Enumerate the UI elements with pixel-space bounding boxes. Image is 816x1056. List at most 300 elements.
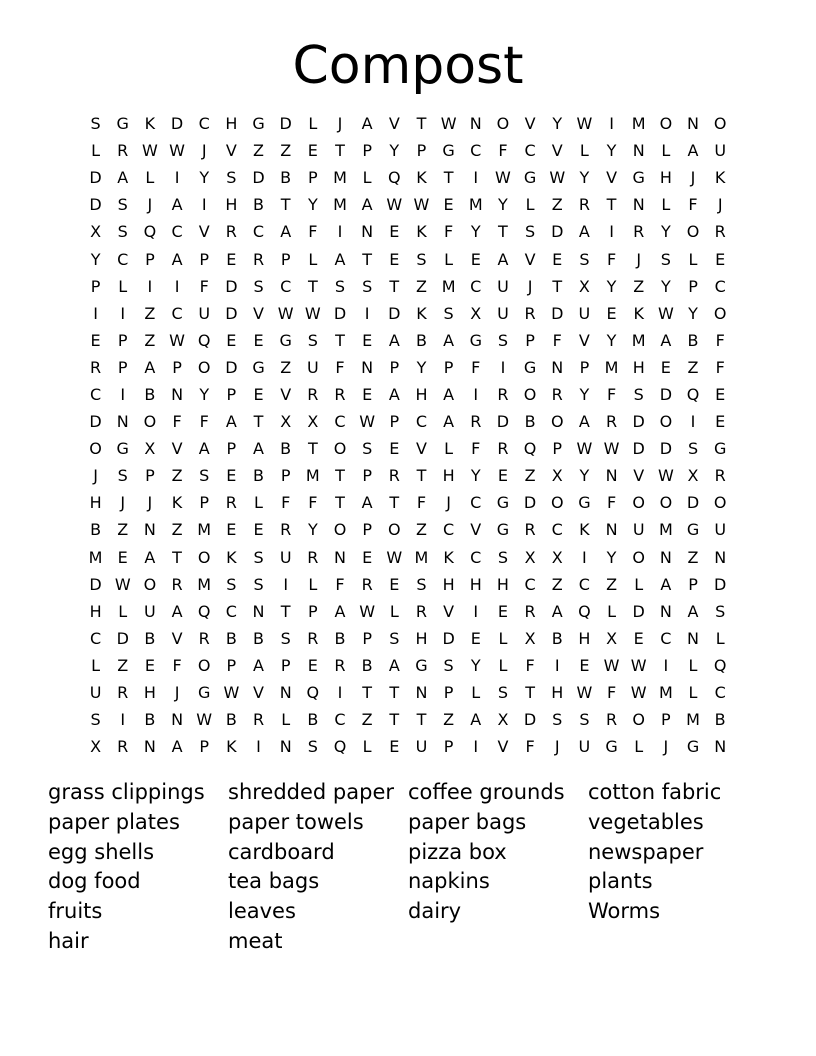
grid-letter: T (307, 439, 318, 459)
grid-letter: Y (470, 655, 481, 675)
grid-letter: J (147, 493, 153, 513)
grid-letter: I (690, 412, 696, 432)
grid-letter: W (603, 439, 620, 459)
grid-letter: M (305, 466, 320, 486)
grid-letter: C (524, 574, 536, 594)
grid-letter: Y (606, 330, 617, 350)
grid-letter: H (578, 628, 591, 648)
grid-letter: B (524, 412, 536, 432)
word-list-item: meat (228, 928, 283, 953)
grid-letter: F (172, 655, 182, 675)
grid-letter: E (226, 520, 237, 540)
grid-letter: R (714, 466, 726, 486)
grid-letter: E (715, 249, 726, 269)
grid-letter: X (470, 303, 482, 323)
grid-letter: A (443, 330, 455, 350)
grid-letter: P (525, 330, 535, 350)
word-list (48, 778, 768, 957)
grid-letter: N (361, 357, 374, 377)
grid-letter: S (660, 249, 671, 269)
grid-letter: B (90, 520, 102, 540)
grid-letter: L (715, 628, 725, 648)
grid-letter: N (415, 683, 428, 703)
grid-letter: J (554, 737, 560, 757)
grid-letter: Z (171, 466, 183, 486)
word-list-item: pizza box (408, 839, 507, 864)
grid-letter: C (470, 276, 482, 296)
grid-letter: S (497, 683, 508, 703)
grid-letter: W (413, 195, 430, 215)
grid-letter: D (551, 303, 564, 323)
grid-letter: R (307, 384, 319, 404)
grid-letter: I (582, 547, 587, 567)
grid-letter: V (415, 439, 427, 459)
grid-letter: L (688, 683, 698, 703)
grid-letter: Y (552, 114, 563, 134)
grid-letter: S (90, 710, 101, 730)
grid-letter: S (715, 601, 726, 621)
grid-letter: S (443, 655, 454, 675)
word-list-item: dairy (408, 899, 462, 924)
grid-letter: H (659, 168, 672, 188)
word-list-item: cotton fabric (588, 780, 722, 804)
grid-letter: E (307, 655, 318, 675)
grid-letter: W (603, 655, 620, 675)
grid-letter: O (632, 710, 645, 730)
grid-letter: P (443, 357, 454, 377)
grid-letter: F (335, 357, 345, 377)
grid-row (82, 733, 734, 760)
grid-letter: Z (551, 574, 563, 594)
grid-letter: I (174, 276, 180, 296)
grid-letter: I (147, 276, 153, 296)
grid-letter: I (554, 655, 560, 675)
grid-letter: S (497, 330, 508, 350)
grid-letter: U (279, 547, 292, 567)
grid-letter: X (687, 466, 699, 486)
grid-letter: V (633, 466, 645, 486)
grid-letter: J (147, 195, 153, 215)
grid-letter: Z (280, 141, 292, 161)
grid-row (82, 571, 734, 598)
grid-letter: C (225, 601, 237, 621)
grid-letter: A (388, 384, 400, 404)
grid-letter: W (169, 141, 185, 161)
grid-letter: F (444, 222, 454, 242)
grid-letter: H (89, 493, 102, 513)
grid-letter: D (89, 574, 102, 594)
grid-letter: L (498, 655, 508, 675)
grid-letter: I (364, 303, 370, 323)
grid-letter: Q (388, 168, 401, 188)
grid-letter: U (415, 737, 428, 757)
grid-letter: N (469, 114, 482, 134)
grid-letter: T (389, 276, 400, 296)
grid-row (82, 218, 734, 245)
grid-letter: W (576, 114, 593, 134)
grid-letter: P (117, 357, 128, 377)
grid-letter: W (440, 114, 457, 134)
grid-letter: W (576, 439, 593, 459)
grid-letter: E (389, 574, 400, 594)
grid-letter: N (632, 195, 645, 215)
grid-letter: G (523, 168, 537, 188)
grid-letter: R (633, 222, 645, 242)
grid-letter: N (143, 737, 156, 757)
grid-letter: O (713, 493, 727, 513)
grid-letter: W (549, 168, 566, 188)
grid-letter: W (576, 683, 593, 703)
grid-letter: L (281, 710, 291, 730)
grid-letter: J (446, 493, 451, 513)
grid-letter: R (90, 357, 102, 377)
grid-letter: K (416, 222, 427, 242)
grid-letter: S (552, 710, 563, 730)
grid-letter: Z (415, 276, 427, 296)
grid-letter: N (551, 357, 564, 377)
grid-letter: H (225, 114, 238, 134)
grid-row (82, 300, 734, 327)
grid-letter: L (688, 249, 698, 269)
grid-letter: W (169, 330, 185, 350)
grid-letter: P (389, 412, 400, 432)
grid-letter: N (279, 683, 292, 703)
grid-letter: M (658, 683, 673, 703)
word-list-item: shredded paper (228, 780, 395, 804)
grid-letter: E (497, 466, 508, 486)
grid-letter: R (117, 683, 129, 703)
grid-letter: W (359, 601, 376, 621)
grid-letter: C (470, 547, 482, 567)
grid-letter: G (496, 493, 510, 513)
grid-row (82, 110, 734, 137)
grid-letter: O (197, 655, 211, 675)
grid-letter: H (415, 384, 428, 404)
grid-letter: V (606, 168, 618, 188)
grid-letter: O (388, 520, 401, 540)
grid-letter: X (578, 276, 590, 296)
grid-letter: D (116, 628, 129, 648)
grid-letter: K (633, 303, 644, 323)
grid-letter: B (361, 655, 373, 675)
grid-row (82, 137, 734, 164)
grid-letter: D (333, 303, 347, 323)
grid-letter: Y (470, 222, 481, 242)
grid-letter: N (659, 601, 672, 621)
grid-letter: Y (307, 195, 318, 215)
grid-letter: N (632, 141, 645, 161)
word-list-item: napkins (408, 869, 490, 894)
grid-letter: E (144, 655, 155, 675)
grid-letter: M (333, 195, 347, 215)
grid-letter: F (471, 439, 481, 459)
grid-letter: E (552, 249, 563, 269)
grid-row (82, 462, 734, 489)
grid-letter: B (334, 628, 346, 648)
grid-letter: G (116, 439, 129, 459)
grid-letter: Z (253, 141, 264, 161)
grid-letter: C (198, 114, 210, 134)
grid-letter: M (686, 710, 700, 730)
grid-letter: P (226, 655, 237, 675)
grid-letter: S (253, 276, 264, 296)
grid-letter: A (198, 439, 210, 459)
grid-letter: T (389, 710, 400, 730)
grid-letter: S (117, 222, 128, 242)
grid-letter: N (687, 114, 699, 134)
grid-letter: H (143, 683, 156, 703)
grid-letter: J (663, 737, 669, 757)
grid-letter: U (632, 520, 645, 540)
grid-letter: U (497, 276, 509, 296)
grid-letter: Z (551, 195, 563, 215)
grid-letter: S (497, 547, 508, 567)
grid-letter: I (174, 168, 180, 188)
grid-letter: L (688, 655, 698, 675)
grid-letter: D (659, 384, 673, 404)
grid-letter: P (443, 737, 454, 757)
grid-letter: T (172, 547, 182, 567)
grid-letter: K (416, 168, 427, 188)
grid-letter: Y (470, 466, 481, 486)
grid-letter: M (604, 357, 619, 377)
grid-letter: T (280, 195, 291, 215)
grid-letter: A (578, 222, 590, 242)
grid-letter: O (197, 357, 211, 377)
grid-letter: G (496, 520, 510, 540)
grid-letter: U (578, 737, 591, 757)
grid-letter: M (631, 330, 646, 350)
grid-letter: F (199, 412, 209, 432)
grid-letter: C (443, 520, 455, 540)
grid-letter: O (143, 412, 157, 432)
grid-letter: O (496, 114, 510, 134)
grid-letter: W (386, 547, 403, 567)
grid-letter: F (525, 737, 535, 757)
grid-letter: B (415, 330, 427, 350)
grid-letter: V (253, 303, 264, 323)
grid-letter: L (607, 601, 616, 621)
grid-letter: O (659, 493, 673, 513)
grid-letter: Q (197, 330, 211, 350)
grid-letter: M (441, 276, 456, 296)
grid-letter: S (226, 168, 237, 188)
grid-letter: R (714, 222, 726, 242)
grid-letter: R (524, 601, 536, 621)
grid-letter: B (225, 628, 237, 648)
grid-letter: E (715, 412, 726, 432)
grid-letter: C (415, 412, 428, 432)
grid-letter: C (89, 384, 102, 404)
grid-letter: S (579, 249, 590, 269)
grid-letter: P (308, 601, 318, 621)
grid-letter: O (632, 547, 645, 567)
grid-letter: H (442, 574, 455, 594)
grid-letter: Z (280, 357, 292, 377)
grid-letter: L (118, 601, 128, 621)
grid-letter: Y (389, 141, 400, 161)
grid-letter: Y (606, 276, 617, 296)
grid-letter: Z (606, 574, 618, 594)
grid-letter: C (171, 303, 183, 323)
grid-letter: B (225, 710, 237, 730)
grid-letter: V (497, 737, 509, 757)
grid-letter: N (252, 601, 265, 621)
grid-letter: R (551, 384, 563, 404)
grid-letter: R (225, 222, 237, 242)
grid-letter: P (172, 357, 182, 377)
grid-letter: A (470, 710, 482, 730)
grid-letter: K (579, 520, 590, 540)
grid-letter: G (713, 439, 727, 459)
grid-letter: E (389, 222, 400, 242)
grid-letter: Z (117, 520, 129, 540)
grid-letter: D (252, 168, 265, 188)
grid-letter: W (630, 683, 647, 703)
grid-letter: A (253, 439, 264, 459)
grid-letter: G (116, 114, 129, 134)
grid-letter: E (117, 547, 128, 567)
grid-letter: A (443, 412, 455, 432)
grid-letter: D (714, 574, 727, 594)
grid-letter: S (307, 330, 318, 350)
grid-letter: F (172, 412, 182, 432)
grid-letter: M (88, 547, 103, 567)
grid-letter: A (144, 357, 156, 377)
grid-letter: L (145, 168, 155, 188)
grid-letter: S (280, 628, 291, 648)
grid-letter: L (308, 249, 318, 269)
grid-letter: A (171, 249, 183, 269)
grid-letter: O (659, 114, 673, 134)
grid-letter: Z (144, 330, 156, 350)
grid-letter: E (307, 141, 318, 161)
grid-letter: R (171, 574, 183, 594)
grid-letter: I (337, 222, 343, 242)
grid-letter: W (495, 168, 511, 188)
grid-letter: C (551, 520, 563, 540)
grid-letter: J (527, 276, 533, 296)
grid-letter: M (414, 547, 429, 567)
grid-letter: R (361, 574, 373, 594)
grid-letter: C (470, 493, 482, 513)
grid-letter: J (174, 683, 180, 703)
grid-letter: R (497, 439, 509, 459)
grid-letter: T (498, 222, 508, 242)
grid-letter: P (280, 655, 291, 675)
grid-letter: D (442, 628, 455, 648)
grid-letter: X (307, 412, 319, 432)
grid-letter: Y (660, 222, 671, 242)
word-list-item: hair (48, 928, 89, 953)
word-list-item: vegetables (588, 809, 704, 834)
grid-letter: J (201, 141, 207, 161)
grid-letter: P (688, 276, 698, 296)
grid-letter: D (89, 168, 102, 188)
grid-letter: S (253, 574, 264, 594)
grid-letter: U (714, 141, 727, 161)
grid-letter: X (551, 466, 563, 486)
grid-letter: A (361, 493, 373, 513)
grid-letter: O (632, 493, 645, 513)
grid-letter: L (362, 737, 372, 757)
grid-letter: N (659, 547, 672, 567)
grid-letter: L (444, 439, 454, 459)
grid-letter: M (658, 520, 673, 540)
grid-letter: Q (713, 655, 727, 675)
grid-letter: S (199, 466, 210, 486)
grid-letter: G (252, 357, 265, 377)
grid-letter: J (717, 195, 723, 215)
grid-letter: S (525, 222, 536, 242)
grid-letter: S (579, 710, 590, 730)
grid-letter: V (171, 439, 183, 459)
grid-letter: L (661, 141, 671, 161)
grid-letter: P (145, 249, 155, 269)
grid-letter: I (120, 303, 126, 323)
grid-letter: U (497, 303, 509, 323)
grid-letter: D (686, 493, 700, 513)
grid-letter: C (470, 141, 482, 161)
grid-letter: A (361, 195, 373, 215)
grid-letter: P (416, 141, 427, 161)
grid-letter: E (443, 195, 454, 215)
grid-letter: L (579, 141, 589, 161)
grid-letter: I (663, 655, 669, 675)
grid-letter: W (223, 683, 240, 703)
grid-letter: N (116, 412, 129, 432)
grid-letter: E (253, 384, 264, 404)
grid-letter: P (90, 276, 101, 296)
grid-letter: A (388, 330, 400, 350)
grid-letter: M (197, 574, 212, 594)
grid-letter: E (226, 466, 237, 486)
grid-letter: T (443, 168, 454, 188)
word-list-item: paper bags (408, 809, 527, 834)
grid-letter: S (307, 737, 318, 757)
grid-letter: S (226, 574, 237, 594)
grid-letter: B (144, 628, 156, 648)
grid-letter: F (606, 683, 617, 703)
grid-letter: H (225, 195, 238, 215)
grid-letter: J (690, 168, 696, 188)
grid-row (82, 327, 734, 354)
grid-letter: E (579, 655, 590, 675)
grid-letter: I (609, 222, 614, 242)
grid-letter: R (198, 628, 210, 648)
grid-letter: I (473, 737, 479, 757)
grid-letter: D (225, 276, 238, 296)
grid-letter: Y (688, 303, 698, 323)
grid-letter: U (144, 601, 156, 621)
grid-letter: W (304, 303, 321, 323)
grid-letter: B (144, 710, 156, 730)
grid-letter: N (143, 520, 156, 540)
grid-letter: L (254, 493, 263, 513)
word-list-item: leaves (228, 899, 296, 924)
grid-letter: C (117, 249, 129, 269)
puzzle-title: Compost (292, 36, 524, 96)
grid-letter: A (660, 574, 672, 594)
grid-letter: I (500, 357, 506, 377)
grid-letter: B (253, 466, 264, 486)
grid-letter: F (281, 493, 291, 513)
grid-letter: F (416, 493, 427, 513)
grid-letter: A (144, 547, 156, 567)
grid-letter: V (443, 601, 455, 621)
grid-letter: H (632, 357, 645, 377)
grid-letter: A (171, 601, 183, 621)
